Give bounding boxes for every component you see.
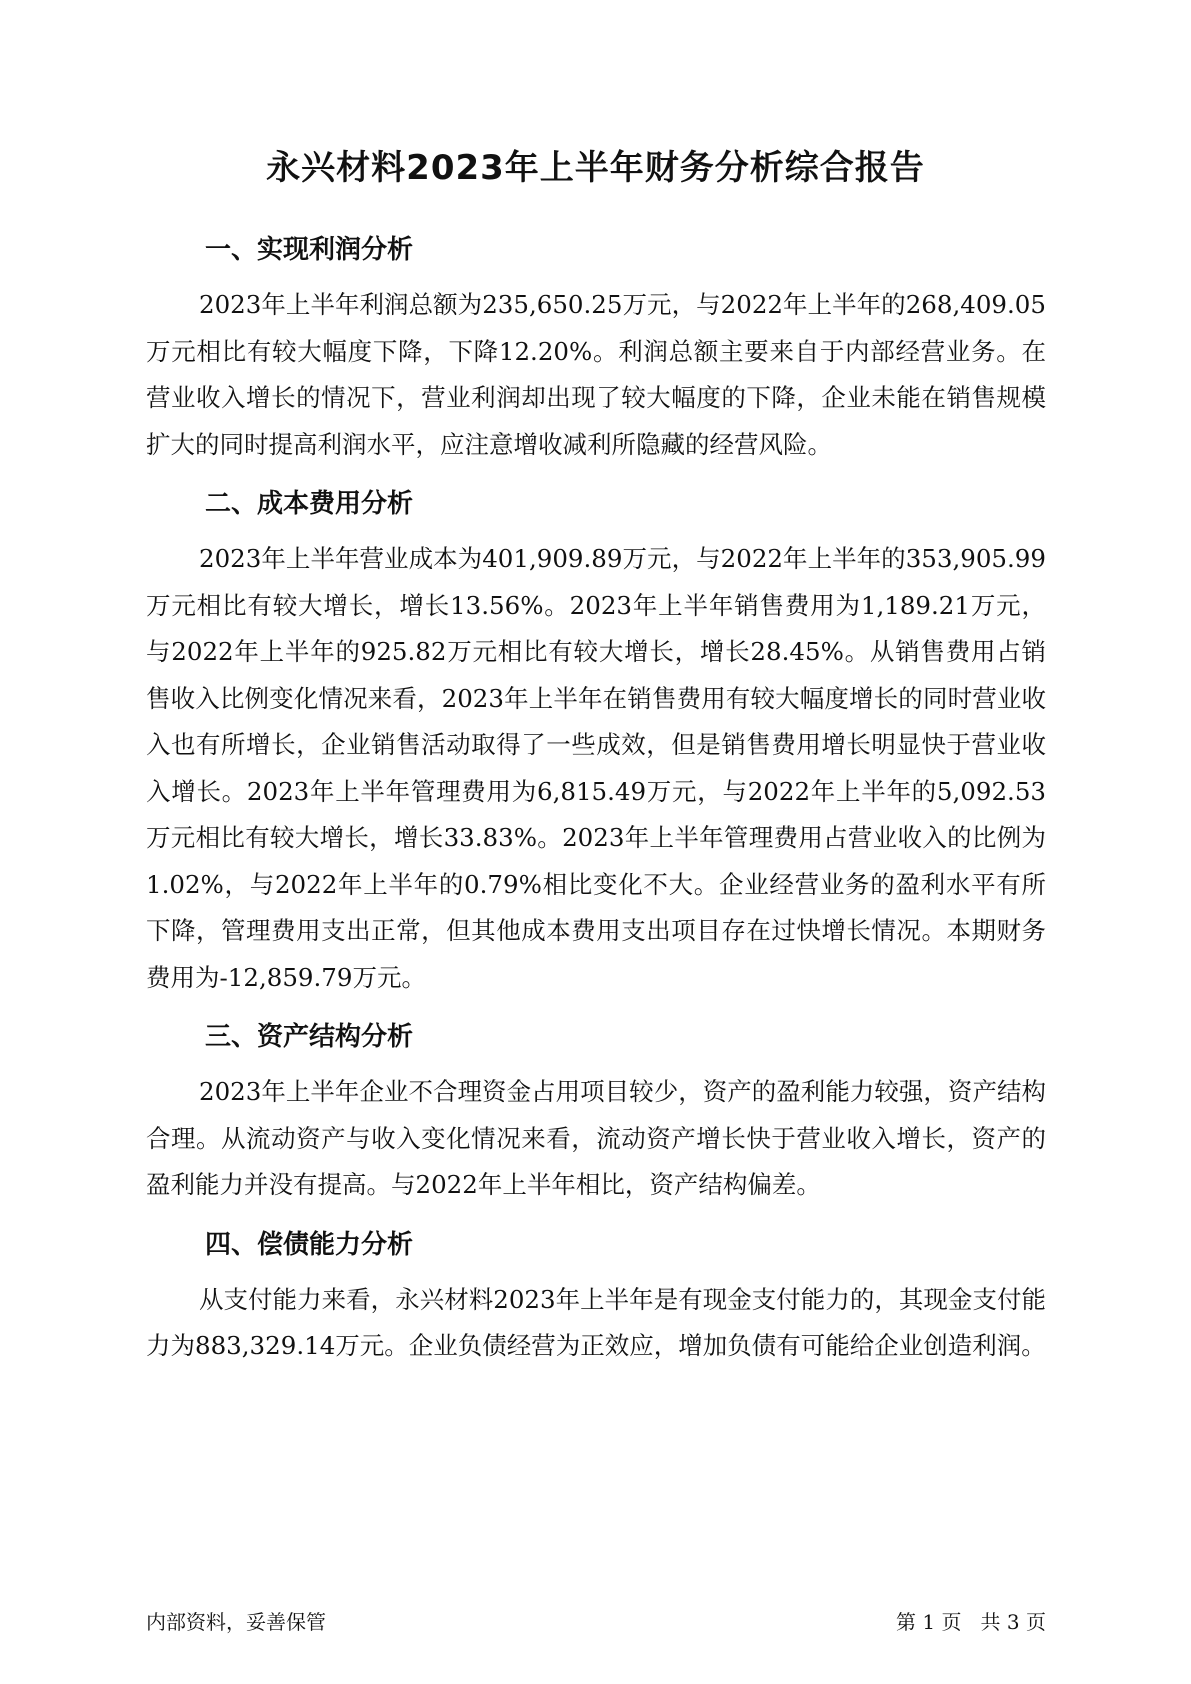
section-cost [146, 484, 1046, 1001]
section-assets [146, 1017, 1046, 1209]
page-footer [146, 1608, 1046, 1636]
document-title: 永兴材料2023年上半年财务分析综合报告 [266, 148, 925, 188]
section-paragraph: 2023年上半年营业成本为401,909.89万元，与2022年上半年的353,905.99万元相比有较大增长，增长13.56%。2023年上半年销售费用为1,189.21万元，与2022年上半年的925.82万元相比有较大增长，增长28.45%。从销售费用占销售收入比例变化情况来看，2023年上半年在销售费用有较大幅度增长的同时营业收入也有所增长，企业销售活动取得了一些成效，但是销售费用增长明显快于营业收入增长。2023年上半年管理费用为6,815.49万元，与2022年上半年的5,092.53万元相比有较大增长，增长33.83%。2023年上半年管理费用占营业收入的比例为1.02%，与2022年上半年的0.79%相比变化不大。企业经营业务的盈利水平有所下降，管理费用支出正常，但其他成本费用支出项目存在过快增长情况。本期财务费用为-12,859.79万元。 [146, 544, 1046, 992]
document-body [146, 230, 1046, 1386]
section-profit [146, 230, 1046, 468]
section-heading: 一、实现利润分析 [205, 235, 414, 265]
page-number: 第 1 页 共 3 页 [896, 1610, 1046, 1634]
section-paragraph: 2023年上半年企业不合理资金占用项目较少，资产的盈利能力较强，资产结构合理。从流动资产与收入变化情况来看，流动资产增长快于营业收入增长，资产的盈利能力并没有提高。与2022年上半年相比，资产结构偏差。 [146, 1077, 1046, 1199]
footer-confidential-note: 内部资料，妥善保管 [146, 1610, 326, 1634]
section-paragraph: 2023年上半年利润总额为235,650.25万元，与2022年上半年的268,409.05万元相比有较大幅度下降，下降12.20%。利润总额主要来自于内部经营业务。在营业收入增长的情况下，营业利润却出现了较大幅度的下降，企业未能在销售规模扩大的同时提高利润水平，应注意增收减利所隐藏的经营风险。 [146, 290, 1046, 459]
section-paragraph: 从支付能力来看，永兴材料2023年上半年是有现金支付能力的，其现金支付能力为883,329.14万元。企业负债经营为正效应，增加负债有可能给企业创造利润。 [146, 1284, 1046, 1360]
section-heading: 四、偿债能力分析 [205, 1229, 414, 1260]
section-heading: 三、资产结构分析 [205, 1022, 414, 1052]
section-solvency [146, 1225, 1046, 1370]
section-heading: 二、成本费用分析 [205, 489, 414, 519]
